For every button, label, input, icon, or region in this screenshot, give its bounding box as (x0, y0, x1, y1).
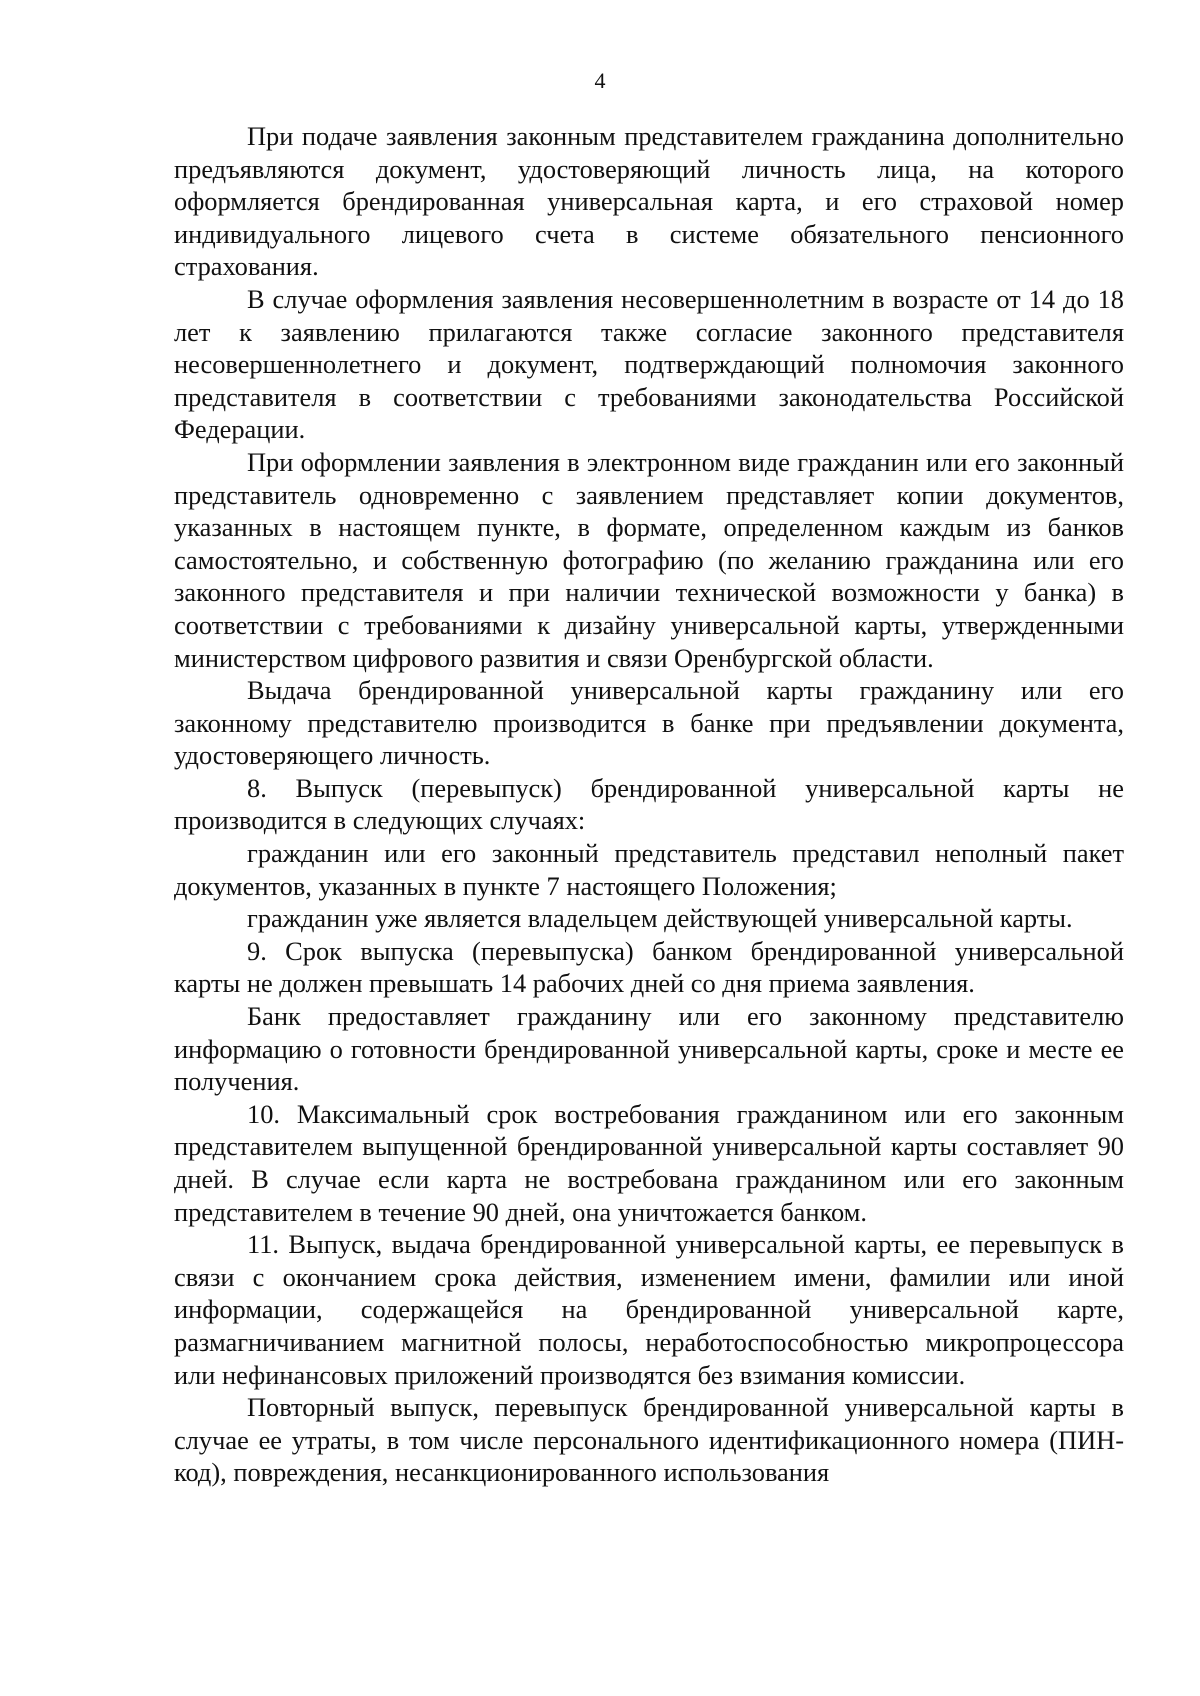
paragraph-reissue-on-loss: Повторный выпуск, перевыпуск брендированной универсальной карты в случае ее утраты, в том числе персонального идентификационного номера (ПИН-код), повреждения, несанкционированного использования (174, 1392, 1124, 1488)
document-body (174, 120, 1124, 1489)
paragraph-item-8: 8. Выпуск (перевыпуск) брендированной универсальной карты не производится в следующих случаях: (174, 772, 1124, 836)
paragraph-item-10: 10. Максимальный срок востребования гражданином или его законным представителем выпущенной брендированной универсальной карты составляет 90 дней. В случае если карта не востребована гражданином или его законным представителем в течение 90 дней, она уничтожается банком. (174, 1098, 1124, 1227)
paragraph-card-issuance: Выдача брендированной универсальной карты гражданину или его законному представителю производится в банке при предъявлении документа, удостоверяющего личность. (174, 675, 1124, 771)
paragraph-item-11: 11. Выпуск, выдача брендированной универсальной карты, ее перевыпуск в связи с окончанием срока действия, изменением имени, фамилии или иной информации, содержащейся на брендированной универсальной карте, размагничиванием магнитной полосы, неработоспособностью микропроцессора или нефинансовых приложений производятся без взимания комиссии. (174, 1229, 1124, 1390)
paragraph-item-8-case-1: гражданин или его законный представитель представил неполный пакет документов, указанных в пункте 7 настоящего Положения; (174, 838, 1124, 901)
paragraph-minor-application: В случае оформления заявления несовершеннолетним в возрасте от 14 до 18 лет к заявлению прилагаются также согласие законного представителя несовершеннолетнего и документ, подтверждающий полномочия законного представителя в соответствии с требованиями законодательства Российской Федерации. (174, 283, 1124, 445)
paragraph-representative-documents: При подаче заявления законным представителем гражданина дополнительно предъявляются документ, удостоверяющий личность лица, на которого оформляется брендированная универсальная карта, и его страховой номер индивидуального лицевого счета в системе обязательного пенсионного страхования. (174, 121, 1124, 282)
paragraph-item-9: 9. Срок выпуска (перевыпуска) банком брендированной универсальной карты не должен превышать 14 рабочих дней со дня приема заявления. (174, 935, 1124, 999)
paragraph-item-8-case-2: гражданин уже является владельцем действующей универсальной карты. (247, 903, 1073, 934)
page-number: 4 (594, 68, 606, 93)
paragraph-bank-notification: Банк предоставляет гражданину или его законному представителю информацию о готовности брендированной универсальной карты, сроке и месте ее получения. (174, 1001, 1124, 1097)
paragraph-electronic-application: При оформлении заявления в электронном виде гражданин или его законный представитель одновременно с заявлением представляет копии документов, указанных в настоящем пункте, в формате, определенном каждым из банков самостоятельно, и собственную фотографию (по желанию гражданина или его законного представителя и при наличии технической возможности у банка) в соответствии с требованиями к дизайну универсальной карты, утвержденными министерством цифрового развития и связи Оренбургской области. (174, 446, 1124, 673)
